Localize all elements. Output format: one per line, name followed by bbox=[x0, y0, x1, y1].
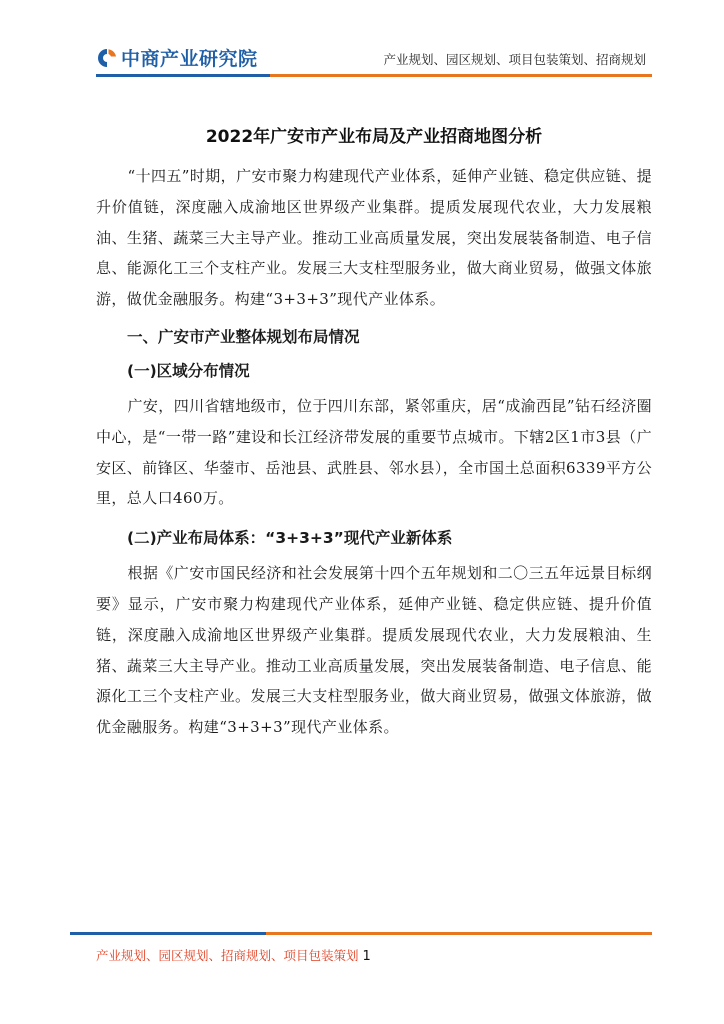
header-tagline: 产业规划、园区规划、项目包装策划、招商规划 bbox=[383, 52, 646, 67]
industry-paragraph: 根据《广安市国民经济和社会发展第十四个五年规划和二〇三五年远景目标纲要》显示，广安市聚力构建现代产业体系，延伸产业链、稳定供应链、提升价值链，深度融入成渝地区世界级产业集群。提质发展现代农业，大力发展粮油、生猪、蔬菜三大主导产业。推动工业高质量发展，突出发展装备制造、电子信息、能源化工三个支柱产业。发展三大支柱型服务业，做大商业贸易，做强文体旅游，做优金融服务。构建“3+3+3”现代产业体系。 bbox=[96, 564, 652, 737]
subsection-heading-regional: (一)区域分布情况 bbox=[127, 361, 250, 380]
company-logo bbox=[96, 44, 258, 71]
logo-text: 中商产业研究院 bbox=[121, 48, 258, 70]
page-number: 1 bbox=[362, 949, 371, 964]
document-title: 2022年广安市产业布局及产业招商地图分析 bbox=[205, 127, 543, 147]
page-footer bbox=[96, 946, 371, 964]
document-body bbox=[96, 122, 652, 743]
page-header bbox=[0, 0, 724, 82]
intro-paragraph: “十四五”时期，广安市聚力构建现代产业体系，延伸产业链、稳定供应链、提升价值链，深度融入成渝地区世界级产业集群。提质发展现代农业，大力发展粮油、生猪、蔬菜三大主导产业。推动工业高质量发展，突出发展装备制造、电子信息、能源化工三个支柱产业。发展三大支柱型服务业，做大商业贸易，做强文体旅游，做优金融服务。构建“3+3+3”现代产业体系。 bbox=[96, 167, 652, 309]
footer-rule-blue bbox=[70, 932, 266, 935]
section-heading: 一、广安市产业整体规划布局情况 bbox=[127, 327, 360, 346]
subsection-heading-industry: (二)产业布局体系：“3+3+3”现代产业新体系 bbox=[127, 529, 453, 548]
regional-paragraph: 广安，四川省辖地级市，位于四川东部，紧邻重庆，居“成渝西昆”钻石经济圈中心，是“一带一路”建设和长江经济带发展的重要节点城市。下辖2区1市3县（广安区、前锋区、华蓥市、岳池县、武胜县、邻水县），全市国土总面积6339平方公里，总人口460万。 bbox=[96, 396, 652, 508]
header-rule-blue bbox=[96, 74, 270, 77]
footer-text: 产业规划、园区规划、招商规划、项目包装策划 bbox=[96, 948, 359, 963]
logo-mark-icon bbox=[96, 47, 118, 69]
footer-rule-orange bbox=[266, 932, 652, 935]
header-rule-orange bbox=[270, 74, 652, 77]
